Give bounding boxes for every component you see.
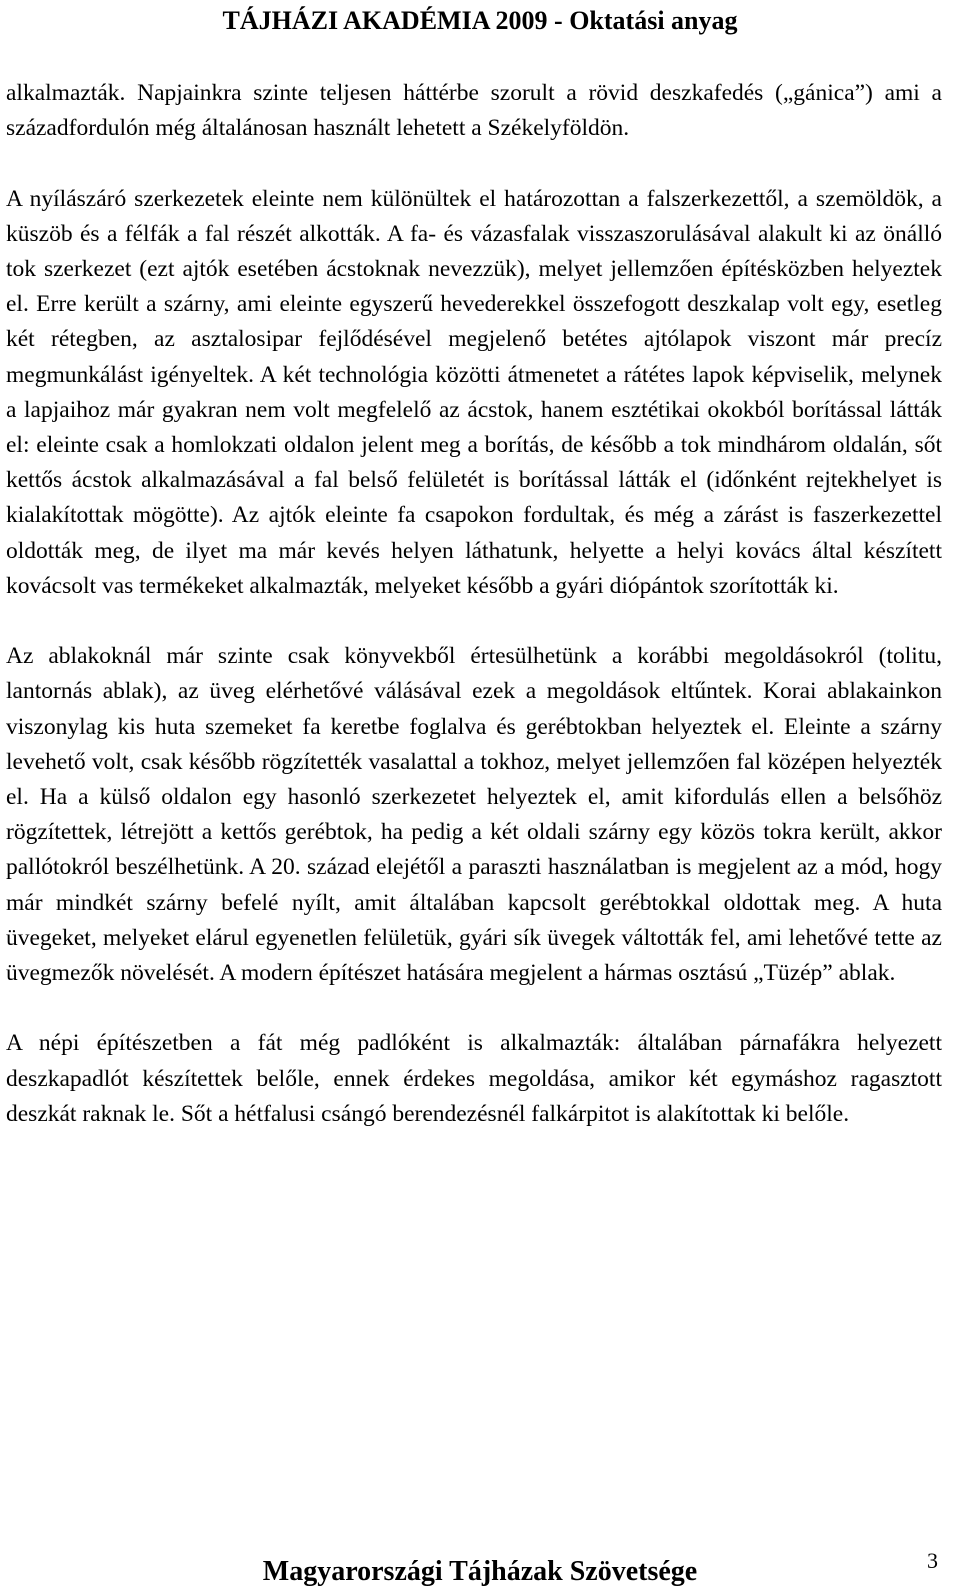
- page-footer: Magyarországi Tájházak Szövetsége: [262, 1556, 698, 1587]
- paragraph-windows: Az ablakoknál már szinte csak könyvekből értesülhetünk a korábbi megoldásokról (tolitu, lantornás ablak), az üveg elérhetővé válásával ezek a megoldások eltűntek. Korai ablakainkon viszonylag kis huta szemeket fa keretbe foglalva és gerébtokban helyeztek el. Eleinte a szárny levehető volt, csak később rögzítették vasalattal a tokhoz, melyet jellemzően fal középen helyezték el. Ha a külső oldalon egy hasonló szerkezetet helyeztek el, amit kifordulás ellen a belsőhöz rögzítettek, létrejött a kettős gerébtok, ha pedig a két oldali szárny egy közös tokra került, akkor pallótokról beszélhetünk. A 20. század elejétől a paraszti használatban is megjelent az a mód, hogy már mindkét szárny befelé nyílt, amit általában kapcsolt gerébtokkal oldottak meg. A huta üvegeket, melyeket elárul egyenetlen felületük, gyári sík üvegek váltották fel, ami lehetővé tette az üvegmezők növelését. A modern építészet hatására megjelent a hármas osztású „Tüzép” ablak.: [6, 643, 942, 987]
- paragraph-doors: A nyílászáró szerkezetek eleinte nem különültek el határozottan a falszerkezettől, a szemöldök, a küszöb és a félfák a fal részét alkották. A fa- és vázasfalak visszaszorulásával alakult ki az önálló tok szerkezet (ezt ajtók esetében ácstoknak nevezzük), melyet jellemzően építésközben helyeztek el. Erre került a szárny, ami eleinte egyszerű hevederekkel összefogott deszkalap volt egy, esetleg két rétegben, az asztalosipar fejlődésével megjelenő betétes ajtólapok viszont már precíz megmunkálást igényeltek. A két technológia közötti átmenetet a rátétes lapok képviselik, melynek a lapjaihoz már gyakran nem volt megfelelő az ácstok, hanem esztétikai okokból borítással látták el: eleinte csak a homlokzati oldalon jelent meg a borítás, de később a tok mindhárom oldalán, sőt kettős ácstok alkalmazásával a fal belső felületét is borítással látták el (időnként rejtekhelyet is kialakítottak mögötte). Az ajtók eleinte fa csapokon fordultak, és még a zárást is faszerkezettel oldották meg, de ilyet ma már kevés helyen láthatunk, helyette a helyi kovács által készített kovácsolt vas termékeket alkalmazták, melyeket később a gyári diópántok szorították ki.: [6, 185, 942, 599]
- document-body: [6, 76, 942, 1132]
- paragraph-roofing: alkalmazták. Napjainkra szinte teljesen háttérbe szorult a rövid deszkafedés („gánica”) ami a századfordulón még általánosan használt lehetett a Székelyföldön.: [6, 80, 942, 142]
- page-header: TÁJHÁZI AKADÉMIA 2009 - Oktatási anyag: [222, 6, 738, 35]
- page-number: 3: [927, 1548, 938, 1573]
- paragraph-floors: A népi építészetben a fát még padlóként is alkalmazták: általában párnafákra helyezett deszkapadlót készítettek belőle, ennek érdekes megoldása, amikor két egymáshoz ragasztott deszkát raknak le. Sőt a hétfalusi csángó berendezésnél falkárpitot is alakítottak ki belőle.: [6, 1030, 942, 1127]
